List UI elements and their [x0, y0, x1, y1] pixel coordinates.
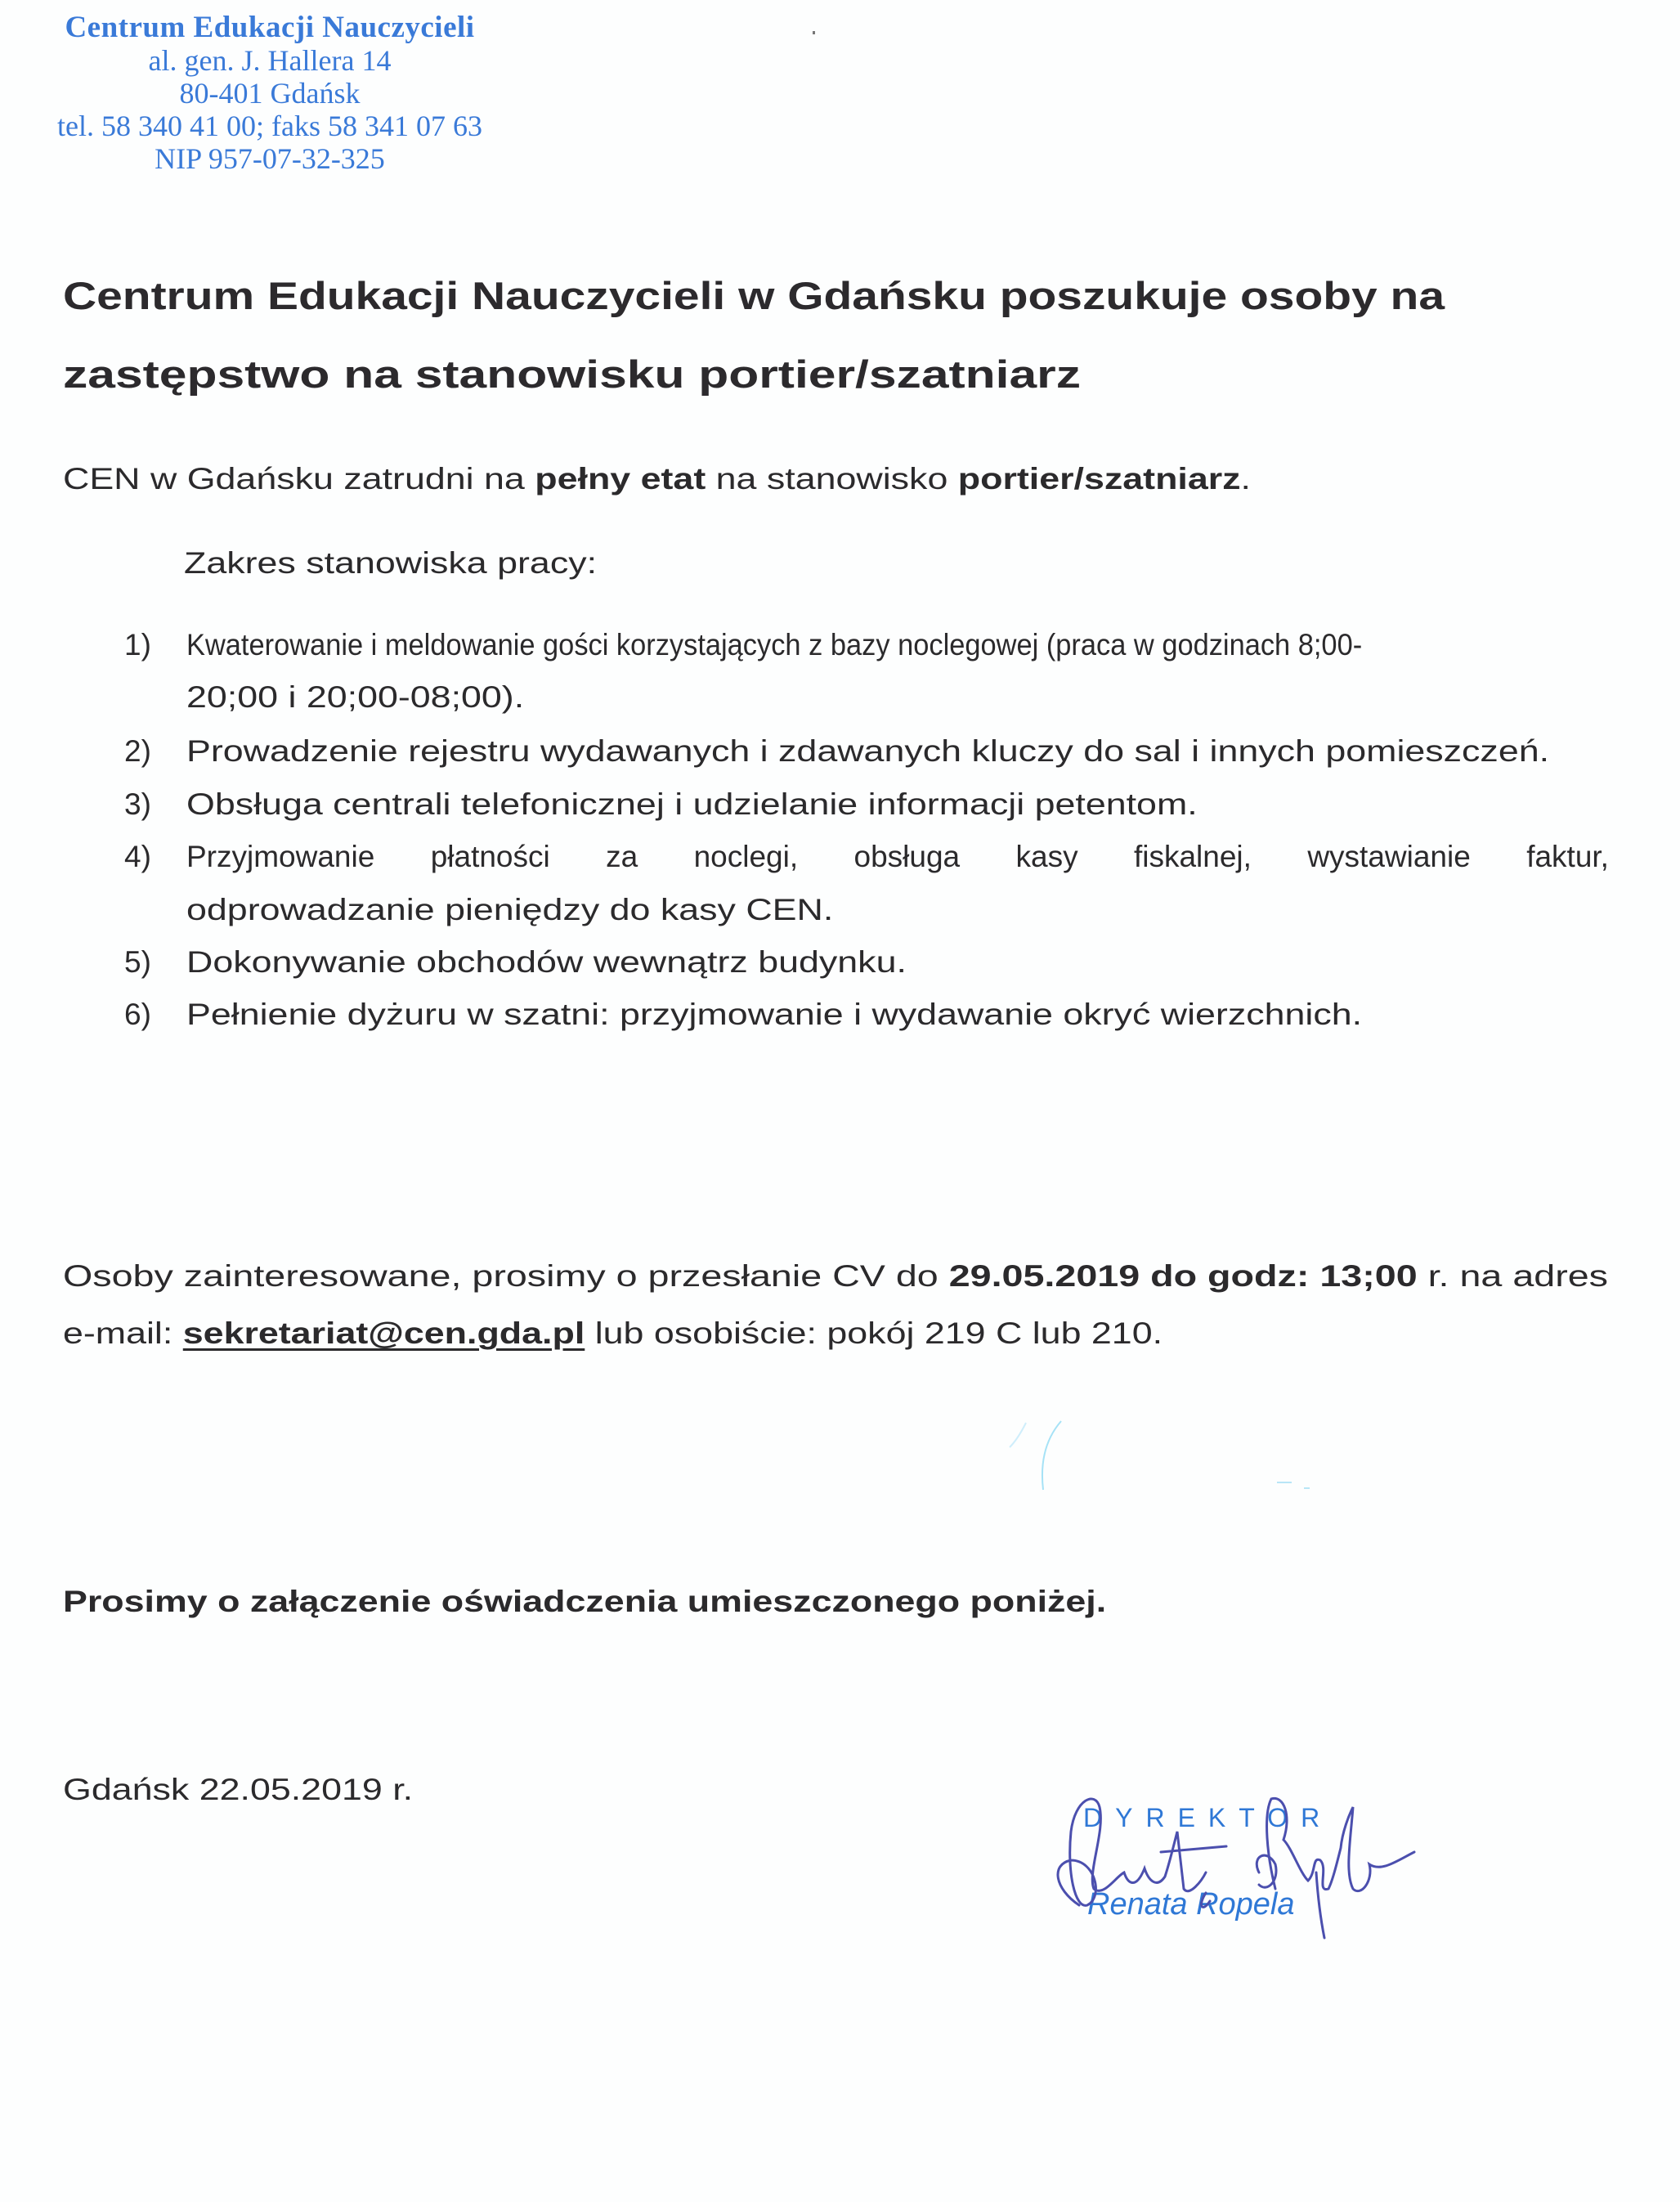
- page-title-line-1: Centrum Edukacji Nauczycieli w Gdańsku poszukuje osoby na: [63, 274, 1445, 317]
- email-link[interactable]: sekretariat@cen.gda.pl: [182, 1316, 585, 1350]
- page-title-line-2: zastępstwo na stanowisku portier/szatniarz: [63, 352, 1081, 396]
- justified-word: kasy: [1015, 840, 1078, 873]
- intro-position: portier/szatniarz: [957, 462, 1241, 496]
- list-number: 3): [124, 787, 151, 821]
- list-item-text: Kwaterowanie i meldowanie gości korzystających z bazy noclegowej (praca w godzinach 8;00-: [186, 628, 1363, 661]
- intro-text: .: [1240, 462, 1251, 496]
- list-number: 5): [124, 945, 151, 979]
- justified-word: Przyjmowanie: [186, 840, 375, 873]
- list-number: 2): [124, 734, 151, 768]
- director-stamp-name: Renata Ropela: [1087, 1887, 1295, 1922]
- justified-word: obsługa: [853, 840, 961, 873]
- application-line-1: [63, 1259, 1608, 1294]
- list-item-text: 20;00 i 20;00-08;00).: [186, 680, 525, 714]
- application-text: e-mail:: [63, 1316, 183, 1350]
- intro-paragraph: [63, 462, 1251, 496]
- list-item-text: odprowadzanie pieniędzy do kasy CEN.: [186, 893, 834, 926]
- stamp-city: 80-401 Gdańsk: [179, 77, 361, 110]
- intro-employment-type: pełny etat: [535, 462, 706, 496]
- application-text: Osoby zainteresowane, prosimy o przesłanie CV do: [63, 1259, 949, 1293]
- intro-text: na stanowisko: [706, 462, 958, 496]
- justified-word: noclegi,: [693, 840, 799, 873]
- stamp-street: al. gen. J. Hallera 14: [148, 44, 392, 77]
- application-deadline: 29.05.2019 do godz: 13;00: [948, 1259, 1418, 1293]
- justified-word: faktur,: [1526, 840, 1609, 873]
- application-text: r. na adres: [1417, 1259, 1608, 1293]
- scan-speck: [813, 31, 815, 34]
- list-number: 6): [124, 998, 151, 1031]
- justified-word: płatności: [430, 840, 550, 873]
- intro-text: CEN w Gdańsku zatrudni na: [63, 462, 535, 496]
- attachment-note: Prosimy o załączenie oświadczenia umieszczonego poniżej.: [63, 1585, 1107, 1618]
- scope-label: Zakres stanowiska pracy:: [184, 546, 598, 580]
- application-text: lub osobiście: pokój 219 C lub 210.: [585, 1316, 1163, 1350]
- director-stamp-title: DYREKTOR: [1083, 1803, 1333, 1832]
- list-number: 4): [124, 840, 151, 873]
- place-and-date: Gdańsk 22.05.2019 r.: [63, 1773, 414, 1806]
- list-item-text: Prowadzenie rejestru wydawanych i zdawanych kluczy do sal i innych pomieszczeń.: [186, 734, 1550, 768]
- stamp-phone-fax: tel. 58 340 41 00; faks 58 341 07 63: [57, 110, 482, 142]
- justified-word: fiskalnej,: [1133, 840, 1252, 873]
- list-item-text: Dokonywanie obchodów wewnątrz budynku.: [186, 945, 907, 979]
- application-line-2: [63, 1316, 1163, 1351]
- stamp-nip: NIP 957-07-32-325: [155, 142, 385, 175]
- scan-marks: [940, 1390, 1431, 1537]
- justified-word: za: [606, 840, 638, 873]
- stamp-organization-name: Centrum Edukacji Nauczycieli: [65, 11, 475, 44]
- list-item-text: Obsługa centrali telefonicznej i udzielanie informacji petentom.: [186, 787, 1198, 821]
- letterhead-stamp: [45, 11, 495, 175]
- list-number: 1): [124, 628, 151, 661]
- list-item-text: Pełnienie dyżuru w szatni: przyjmowanie i wydawanie okryć wierzchnich.: [186, 998, 1363, 1031]
- list-item-text-justified: [186, 840, 1609, 874]
- justified-word: wystawianie: [1307, 840, 1471, 873]
